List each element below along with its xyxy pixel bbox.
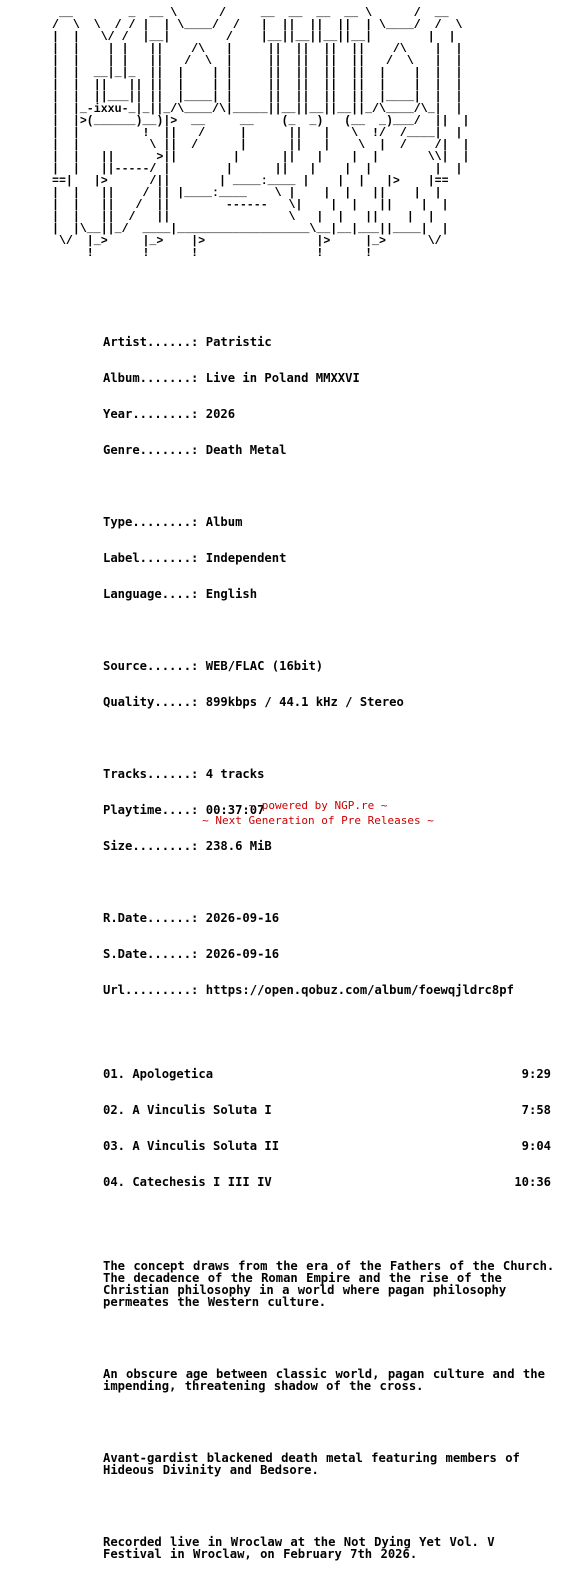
field-source <box>103 660 563 672</box>
spacer <box>103 480 563 492</box>
field-value: Live in Poland MMXXVI <box>205 371 360 385</box>
spacer <box>103 1500 563 1512</box>
field-value: Independent <box>205 551 287 565</box>
track-time: 9:29 <box>521 1067 551 1081</box>
field-tracks <box>103 768 563 780</box>
track-row <box>103 1140 551 1152</box>
field-artist <box>103 336 563 348</box>
spacer <box>103 732 563 744</box>
field-year <box>103 408 563 420</box>
field-release-date <box>103 912 563 924</box>
field-album <box>103 372 563 384</box>
field-key: Source......: <box>103 659 199 673</box>
field-language <box>103 588 563 600</box>
field-key: Type........: <box>103 515 199 529</box>
field-scene-date <box>103 948 563 960</box>
field-key: Album.......: <box>103 371 199 385</box>
field-value: 2026-09-16 <box>205 911 280 925</box>
spacer <box>103 624 563 636</box>
field-key: Playtime....: <box>103 803 199 817</box>
track-title: 03. A Vinculis Soluta II <box>103 1139 280 1153</box>
description-paragraph: An obscure age between classic world, pagan culture and the impending, threatening shadow of the cross. <box>103 1367 545 1393</box>
field-key: Artist......: <box>103 335 199 349</box>
footer-powered-by[interactable]: ~ powered by NGP.re ~ <box>248 799 388 812</box>
track-time: 7:58 <box>521 1103 551 1117</box>
field-value: 2026-09-16 <box>205 947 280 961</box>
field-genre <box>103 444 563 456</box>
ascii-logo: __ _ __ \ / __ __ __ __ \ / __ / \ \ / / | | \____/ / | || || || | \____/ / \ | | \/ / |__| / |__||__||__||__| | | | | | | || /\ | || || || || /\ | | | | | | || / \ | || || || || / \ | | | | __|_|_ || | | | || || || || | | | | | | || || || | | | || || || || | | | | | | ||___|| || |____| | || || || || |____| | | | |_-ixxu-_|_||_/\____/\|_____||__||__||__||_/\____/\_| | | |>(______)__)|> __ __ (_ _) (__ _)___/ || | | | ! || / | || | \ !/ /____| | | | \ || / | || | \ | / /| | | | || >|| | || | | | \\| | | | ||-----/ | | || | | | | | ==| |> /|| | ____:____ | | | |> |== | | || / || |____:____ \ | | | || | | | | || / || ------ \| | | || | | | | || / || \ | | || | | | |\__||_/ ____|___________________\__|__|___||____| | \/ |_> |_> |> |> |_> \/ ! ! ! ! ! <box>52 7 470 260</box>
field-url <box>103 984 563 996</box>
description-paragraph: Recorded live in Wroclaw at the Not Dying Yet Vol. V Festival in Wroclaw, on February 7th 2026. <box>103 1535 495 1561</box>
description-paragraph: The concept draws from the era of the Fathers of the Church. The decadence of the Roman Empire and the rise of the Christian philosophy in a world where pagan philosophy permeates the Western culture. <box>103 1259 555 1309</box>
field-key: Year........: <box>103 407 199 421</box>
field-key: Size........: <box>103 839 199 853</box>
release-info <box>103 312 563 1584</box>
track-row <box>103 1104 551 1116</box>
field-type <box>103 516 563 528</box>
field-value: Death Metal <box>205 443 287 457</box>
field-value: Patristic <box>205 335 272 349</box>
track-title: 01. Apologetica <box>103 1067 214 1081</box>
field-value: 00:37:07 <box>205 803 265 817</box>
field-key: Quality.....: <box>103 695 199 709</box>
field-label <box>103 552 563 564</box>
track-time: 10:36 <box>514 1175 551 1189</box>
field-key: Genre.......: <box>103 443 199 457</box>
footer-tagline: ~ Next Generation of Pre Releases ~ <box>202 814 434 827</box>
track-title: 04. Catechesis I III IV <box>103 1175 272 1189</box>
field-key: Label.......: <box>103 551 199 565</box>
track-title: 02. A Vinculis Soluta I <box>103 1103 272 1117</box>
track-time: 9:04 <box>521 1139 551 1153</box>
field-key: S.Date......: <box>103 947 199 961</box>
field-quality <box>103 696 563 708</box>
field-value: 899kbps / 44.1 kHz / Stereo <box>205 695 404 709</box>
field-value: Album <box>205 515 243 529</box>
spacer <box>103 1332 563 1344</box>
field-value: 238.6 MiB <box>205 839 272 853</box>
description-paragraph: Avant-gardist blackened death metal featuring members of Hideous Divinity and Bedsore. <box>103 1451 520 1477</box>
spacer <box>103 1416 563 1428</box>
field-value: 2026 <box>205 407 236 421</box>
field-key: Language....: <box>103 587 199 601</box>
field-key: Url.........: <box>103 983 199 997</box>
spacer <box>103 876 563 888</box>
field-value: English <box>205 587 258 601</box>
field-key: Tracks......: <box>103 767 199 781</box>
spacer <box>103 1212 563 1224</box>
field-key: R.Date......: <box>103 911 199 925</box>
track-row <box>103 1176 551 1188</box>
album-url-link[interactable]: https://open.qobuz.com/album/foewqjldrc8pf <box>205 983 514 997</box>
field-value: WEB/FLAC (16bit) <box>205 659 324 673</box>
spacer <box>103 1020 563 1032</box>
field-size <box>103 840 563 852</box>
field-value: 4 tracks <box>205 767 265 781</box>
track-row <box>103 1068 551 1080</box>
